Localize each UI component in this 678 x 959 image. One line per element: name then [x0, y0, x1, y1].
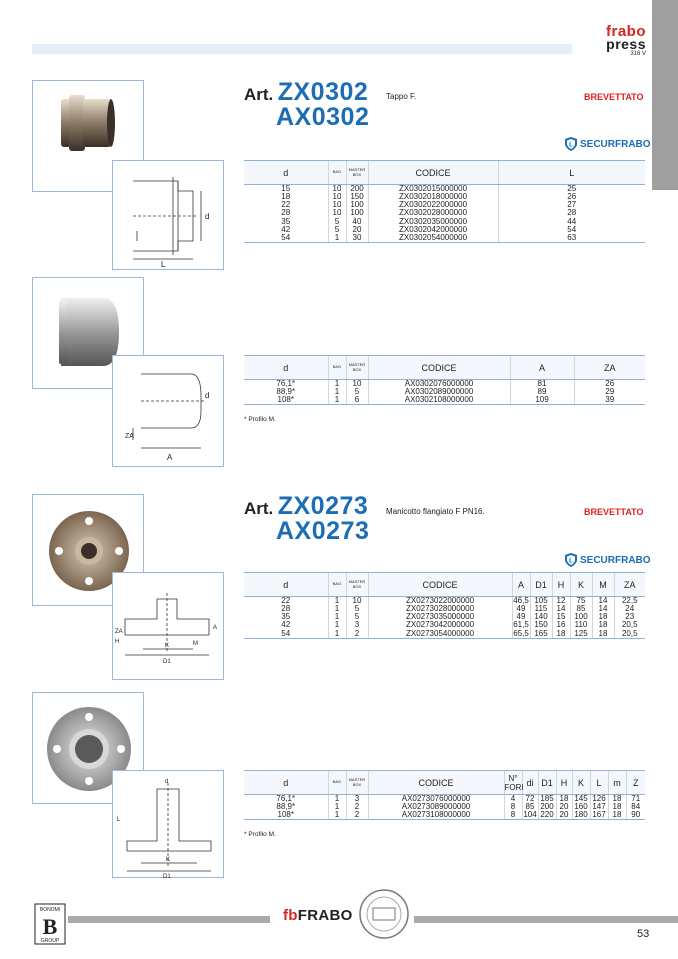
table-cell: 14	[592, 597, 614, 606]
table-cell: 26	[498, 193, 645, 201]
frabo-footer-logo: fbFRABO	[283, 907, 353, 924]
table-ax0302: d BAG MASTER BOX CODICE A ZA 76,1* 1 10 AX0302076000000 81 26 88,9* 1 5 AX0302089000000 89 29 108* 1 6 AX0302108000000 109 39	[244, 355, 645, 405]
table-cell: 10	[346, 597, 368, 606]
table-cell: 18	[608, 811, 626, 820]
table-cell: 35	[281, 216, 291, 226]
table-cell: 18	[592, 621, 614, 629]
article-description-2: Manicotto flangiato F PN16.	[386, 507, 485, 516]
brevettato-label-1: BREVETTATO	[584, 92, 644, 102]
table-cell: 1	[328, 234, 346, 243]
table-cell: 76,1*	[276, 379, 296, 388]
table-cell: 84	[626, 803, 645, 811]
table-cell: 15	[552, 613, 570, 621]
table-cell: 3	[346, 795, 368, 804]
shield-icon	[565, 137, 577, 151]
table-row	[244, 811, 645, 820]
table-cell: 18	[592, 630, 614, 639]
certification-seal	[358, 888, 410, 940]
table-cell: 30	[346, 234, 368, 243]
table-ax0273: d BAG MASTER BOX CODICE N° FORI di D1 H K L m Z 76,1* 1 3 AX0273076000000 4 72 185 18 145 126 18 71 88,9* 1 2 AX0273089000000 8 85 200 20 160 147 18 84 108* 1 2 AX0273108000000 8 104 220 20 180 167 18 90	[244, 770, 645, 820]
svg-text:d: d	[165, 779, 169, 785]
table-cell: 10	[328, 209, 346, 217]
footer-bar-left	[68, 916, 270, 923]
table-cell: 109	[510, 396, 574, 405]
table-cell: ZX0302035000000	[368, 218, 498, 226]
table-cell: 75	[570, 597, 592, 606]
table-cell: 160	[572, 803, 590, 811]
table-cell: 23	[614, 613, 645, 621]
table-cell: 85	[570, 605, 592, 613]
svg-text:A: A	[167, 453, 173, 462]
table-cell: 88,9*	[276, 802, 296, 812]
table-cell: 100	[570, 613, 592, 621]
svg-text:K: K	[165, 643, 170, 649]
table-cell: 44	[498, 218, 645, 226]
table-cell: 40	[346, 218, 368, 226]
table-cell: 104	[523, 810, 537, 820]
table-cell: 6	[346, 396, 368, 405]
table-cell: 5	[346, 388, 368, 396]
table-cell: 2	[346, 811, 368, 820]
technical-drawing-ax0273	[112, 770, 224, 878]
table-cell: 1	[328, 630, 346, 639]
table-cell: 220	[538, 811, 556, 820]
table-cell: ZX0273022000000	[368, 597, 512, 606]
securfrabo-badge-2: L SECURFRABO	[565, 550, 651, 570]
footnote-1: * Profilo M.	[244, 416, 276, 423]
brevettato-label-2: BREVETTATO	[584, 507, 644, 517]
table-cell: 18	[608, 795, 626, 804]
table-cell: 125	[570, 630, 592, 639]
frabo-press-logo: frabo press 316 V	[606, 23, 646, 57]
svg-text:L: L	[569, 558, 573, 565]
page-number: 53	[637, 928, 650, 940]
table-cell: 85	[522, 803, 538, 811]
table-row	[244, 234, 645, 243]
table-cell: 4	[504, 795, 522, 804]
table-row	[244, 396, 645, 405]
table-cell: AX0302089000000	[368, 388, 510, 396]
table-cell: 10	[328, 193, 346, 201]
table-cell: 10	[328, 185, 346, 194]
table-cell: AX0302108000000	[368, 396, 510, 405]
table-cell: 49	[512, 613, 530, 621]
footer-bar-right	[414, 916, 678, 923]
table-cell: 5	[328, 218, 346, 226]
table-cell: 20	[556, 803, 572, 811]
table-cell: 1	[328, 621, 346, 629]
table-cell: 18	[592, 613, 614, 621]
table-cell: ZX0273042000000	[368, 621, 512, 629]
table-zx0302: d BAG MASTER BOX CODICE L 15 10 200 ZX0302015000000 25 18 10 150 ZX0302018000000 26 22 10 100 ZX0302022000000 27 28 10 100 ZX0302028000000 28 35 5 40 ZX0302035000000 44 42 5 20 ZX0302042000000 54 54 1 30 ZX0302054000000 63	[244, 160, 645, 243]
table-cell: 10	[328, 201, 346, 209]
table-cell: 28	[281, 208, 291, 218]
svg-text:BONOMI: BONOMI	[39, 907, 61, 913]
table-cell: 5	[328, 226, 346, 234]
table-cell: 1	[328, 597, 346, 606]
table-cell: 20	[346, 226, 368, 234]
table-cell: 8	[504, 811, 522, 820]
table-cell: 81	[510, 380, 574, 389]
table-cell: 18	[608, 803, 626, 811]
header-bar	[32, 44, 572, 54]
table-cell: 1	[328, 795, 346, 804]
article-description-1: Tappo F.	[386, 92, 417, 101]
svg-text:d: d	[205, 391, 210, 400]
table-cell: ZX0302022000000	[368, 201, 498, 209]
table-row	[244, 630, 645, 639]
table-zx0273: d BAG MASTER BOX CODICE A D1 H K M ZA 22 1 10 ZX0273022000000 46,5 105 12 75 14 22,5 28 1 5 ZX0273028000000 49 115 14 85 14 24 35 1 5 ZX0273035000000 49 140 15 100 18 23 42 1 3 ZX0273042000000 61,5 150 16 110 18 20,5 54 1 2 ZX0273054000000 65,5 165 18 125 18 20,5	[244, 572, 645, 639]
table-cell: 140	[530, 613, 552, 621]
table-cell: 25	[498, 185, 645, 194]
shield-icon	[565, 553, 577, 567]
table-cell: 20	[556, 811, 572, 820]
table-cell: 89	[510, 388, 574, 396]
table-cell: 42	[281, 224, 291, 234]
table-cell: 18	[281, 192, 291, 202]
table-cell: 100	[346, 209, 368, 217]
table-cell: 27	[498, 201, 645, 209]
table-cell: 18	[556, 795, 572, 804]
technical-drawing-zx0302	[112, 160, 224, 270]
table-cell: ZX0302054000000	[368, 234, 498, 243]
table-cell: 1	[328, 396, 346, 405]
table-cell: 88,9*	[276, 387, 296, 397]
table-cell: 110	[570, 621, 592, 629]
table-cell: 100	[346, 201, 368, 209]
table-cell: 22	[281, 596, 291, 605]
svg-text:ZA: ZA	[115, 629, 123, 635]
article-title-1: Art. ZX0302 AX0302	[244, 78, 370, 131]
table-cell: 20,5	[614, 630, 645, 639]
table-cell: 54	[244, 234, 328, 243]
table-cell: 65,5	[513, 628, 529, 638]
table-cell: 147	[590, 803, 608, 811]
table-cell: 20,5	[614, 621, 645, 629]
table-cell: 150	[346, 193, 368, 201]
table-cell: 61,5	[513, 620, 529, 630]
table-cell: ZX0273035000000	[368, 613, 512, 621]
table-cell: 200	[346, 185, 368, 194]
table-cell: 54	[498, 226, 645, 234]
table-cell: AX0273089000000	[368, 803, 504, 811]
bonomi-group-logo	[34, 903, 66, 945]
table-cell: AX0273076000000	[368, 795, 504, 804]
table-cell: 165	[530, 630, 552, 639]
table-cell: ZX0273028000000	[368, 605, 512, 613]
table-cell: 2	[346, 630, 368, 639]
table-cell: 28	[281, 604, 291, 614]
table-cell: 105	[530, 597, 552, 606]
table-cell: 46,5	[513, 596, 529, 605]
table-cell: 1	[328, 803, 346, 811]
svg-text:A: A	[213, 625, 218, 631]
table-cell: ZX0273054000000	[368, 630, 512, 639]
table-cell: 35	[281, 612, 291, 622]
svg-text:H: H	[115, 639, 120, 645]
table-cell: 8	[504, 803, 522, 811]
table-cell: 90	[626, 811, 645, 820]
article-title-2: Art. ZX0273 AX0273	[244, 492, 370, 545]
svg-text:K: K	[166, 857, 171, 863]
table-cell: 24	[614, 605, 645, 613]
svg-text:M: M	[193, 641, 198, 647]
table-cell: 1	[328, 380, 346, 389]
table-cell: AX0302076000000	[368, 380, 510, 389]
table-cell: 22,5	[614, 597, 645, 606]
table-cell: 5	[346, 605, 368, 613]
table-cell: 28	[498, 209, 645, 217]
table-cell: 108*	[244, 811, 328, 820]
svg-text:D1: D1	[163, 874, 171, 879]
securfrabo-badge-1: L SECURFRABO	[565, 134, 651, 154]
table-cell: 14	[552, 605, 570, 613]
table-cell: 18	[552, 630, 570, 639]
table-cell: 16	[552, 621, 570, 629]
table-cell: 1	[328, 605, 346, 613]
table-cell: 3	[346, 621, 368, 629]
table-cell: 63	[498, 234, 645, 243]
table-cell: 1	[328, 388, 346, 396]
table-cell: ZX0302015000000	[368, 185, 498, 194]
table-cell: 115	[530, 605, 552, 613]
table-cell: 76,1*	[276, 794, 296, 803]
table-cell: 126	[590, 795, 608, 804]
svg-text:GROUP: GROUP	[40, 938, 60, 944]
table-cell: AX0273108000000	[368, 811, 504, 820]
svg-text:ZA: ZA	[125, 433, 134, 440]
table-cell: 145	[572, 795, 590, 804]
table-cell: 15	[281, 184, 291, 193]
svg-text:L: L	[569, 142, 573, 149]
table-cell: 167	[590, 811, 608, 820]
svg-text:L: L	[117, 817, 121, 823]
table-cell: 29	[574, 388, 645, 396]
footnote-2: * Profilo M.	[244, 831, 276, 838]
table-cell: 14	[592, 605, 614, 613]
table-cell: 2	[346, 803, 368, 811]
table-cell: 150	[530, 621, 552, 629]
table-cell: 49	[512, 605, 530, 613]
side-tab	[652, 0, 678, 190]
table-cell: 1	[328, 811, 346, 820]
table-cell: 12	[552, 597, 570, 606]
table-cell: 42	[281, 620, 291, 630]
table-cell: ZX0302018000000	[368, 193, 498, 201]
table-cell: 5	[346, 613, 368, 621]
table-cell: 54	[244, 630, 328, 639]
table-cell: 200	[538, 803, 556, 811]
svg-text:B: B	[42, 914, 58, 939]
technical-drawing-ax0302	[112, 355, 224, 467]
table-cell: 39	[574, 396, 645, 405]
table-cell: 26	[574, 380, 645, 389]
technical-drawing-zx0273	[112, 572, 224, 680]
svg-text:D1: D1	[163, 659, 171, 665]
svg-text:d: d	[205, 212, 210, 221]
table-cell: 10	[346, 380, 368, 389]
table-cell: 185	[538, 795, 556, 804]
svg-text:L: L	[161, 260, 166, 269]
table-cell: 72	[522, 795, 538, 804]
table-cell: 108*	[244, 396, 328, 405]
table-cell: 71	[626, 795, 645, 804]
table-cell: ZX0302028000000	[368, 209, 498, 217]
table-cell: 180	[572, 811, 590, 820]
table-cell: 22	[281, 200, 291, 210]
table-cell: 1	[328, 613, 346, 621]
table-cell: ZX0302042000000	[368, 226, 498, 234]
